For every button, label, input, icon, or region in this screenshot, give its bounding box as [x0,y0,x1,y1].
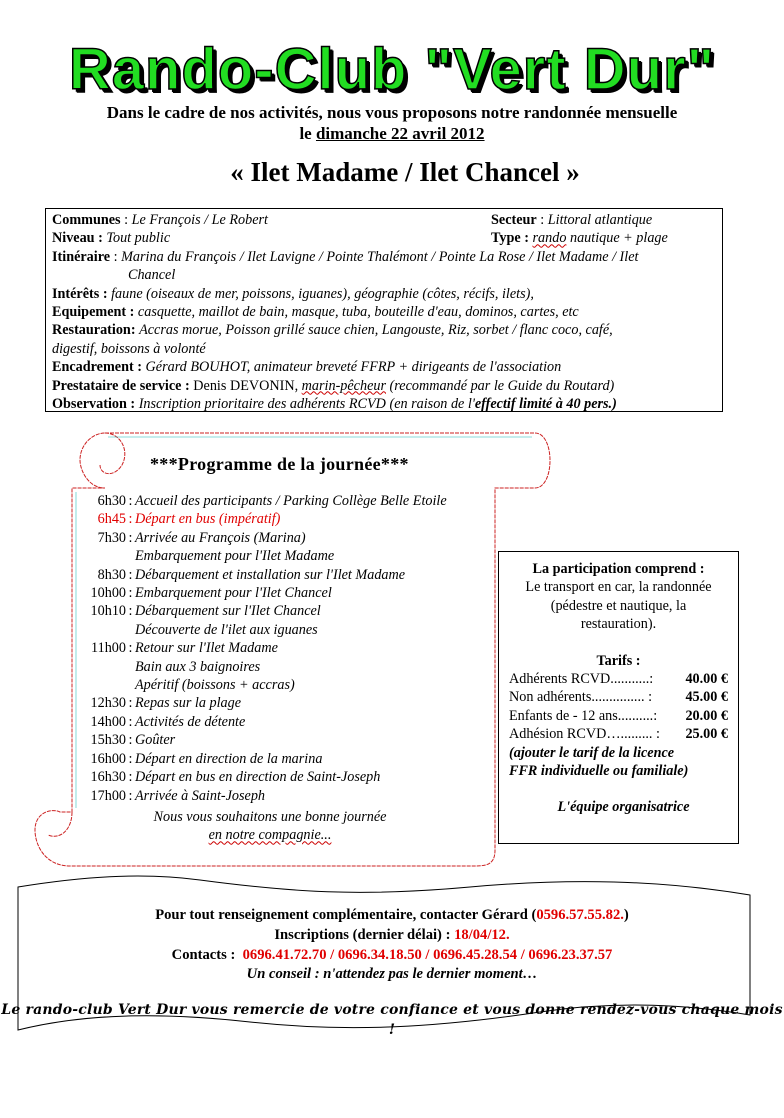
schedule-row [78,731,498,749]
schedule-activity: Repas sur la plage [135,695,242,712]
schedule-time: 10h00 [90,585,126,602]
schedule-activity: Départ en direction de la marina [135,750,323,767]
schedule-activity: Arrivée à Saint-Joseph [135,787,266,804]
tarif-row [499,670,738,688]
schedule-time: 7h30 [97,529,126,546]
intro-text [0,102,784,144]
tarif-price: 45.00 € [685,689,728,706]
participation-title: La participation comprend : [532,561,705,577]
tarif-name: Adhérents RCVD [509,671,611,688]
tarif-note: (ajouter le tarif de la licence FFR individuelle ou familiale) [509,744,689,780]
schedule-activity: Activités de détente [135,713,246,730]
signature: L'équipe organisatrice [557,799,690,816]
info-row-equipement: Equipement : casquette, maillot de bain, masque, tuba, bouteille d'eau, dominos, cartes, etc [52,304,579,321]
schedule-separator [126,547,135,565]
tarif-row [499,707,738,725]
tarif-name: Non adhérents [509,689,592,706]
tarif-rows [499,670,738,744]
schedule-activity: Débarquement et installation sur l'Ilet Madame [135,566,406,583]
program-title: ***Programme de la journée*** [150,454,409,474]
schedule-time [78,547,126,565]
schedule-activity: Retour sur l'Ilet Madame [135,640,278,657]
schedule-row [78,602,498,620]
schedule-separator [126,658,135,676]
info-row-prestataire: Prestataire de service : Denis DEVONIN, marin-pêcheur (recommandé par le Guide du Routard) [52,377,615,394]
schedule-row [78,566,498,584]
banner-title: Rando-Club "Vert Dur" [68,37,716,102]
tarif-price: 20.00 € [685,707,728,724]
schedule-activity: Embarquement pour l'Ilet Madame [135,548,335,565]
schedule-row [78,676,498,694]
program-closing: Nous vous souhaitons une bonne journée en notre compagnie... [153,809,387,844]
footer-line-1: Pour tout renseignement complémentaire, contacter Gérard (0596.57.55.82.) [155,907,629,923]
schedule-row [78,750,498,768]
intro-line-2: le dimanche 22 avril 2012 [299,124,485,143]
schedule-activity: Embarquement pour l'Ilet Chancel [135,585,332,602]
schedule-separator: : [128,585,133,602]
info-row-itineraire: Itinéraire : Marina du François / Ilet Lavigne / Pointe Thalémont / Pointe La Rose / Ilet Madame / Ilet [52,248,639,265]
schedule-row [78,492,498,510]
schedule-separator [126,676,135,694]
schedule-time: 15h30 [90,732,126,749]
intro-line-1: Dans le cadre de nos activités, nous vous proposons notre randonnée mensuelle [106,103,678,122]
info-type: Type : rando nautique + plage [491,230,668,247]
schedule-separator: : [128,769,133,786]
schedule-activity: Goûter [135,732,176,749]
tarif-price: 40.00 € [685,671,728,688]
hike-title: « Ilet Madame / Ilet Chancel » [230,157,580,187]
schedule-separator [126,621,135,639]
schedule-row [78,510,498,528]
schedule-activity: Débarquement sur l'Ilet Chancel [135,603,321,620]
schedule-separator: : [128,566,133,583]
info-row-restauration: Restauration: Accras morue, Poisson grillé sauce chien, Langouste, Riz, sorbet / flanc coco, café, [52,322,613,339]
tarif-price: 25.00 € [685,726,728,743]
footer-thanks: Le rando-club Vert Dur vous remercie de votre confiance et vous donne rendez-vous chaque mois ! [1,1002,783,1038]
schedule-row [78,529,498,547]
program-schedule [78,492,498,805]
schedule-activity: Bain aux 3 baignoires [135,658,261,675]
tarif-name: Adhésion RCVD [509,726,607,743]
tarif-dots: ...........: [610,671,654,688]
info-secteur: Secteur : Littoral atlantique [491,212,653,228]
tarif-row [499,725,738,743]
schedule-time: 17h00 [90,787,126,804]
schedule-time: 16h00 [90,750,126,767]
schedule-time: 14h00 [90,713,126,730]
schedule-row [78,694,498,712]
schedule-activity: Arrivée au François (Marina) [135,529,306,546]
info-row-niveau: Niveau : Tout public Type : rando nautique + plage [52,230,668,247]
schedule-row [78,621,498,639]
tarif-dots: ..........: [617,707,658,724]
footer-line-3: Contacts : 0696.41.72.70 / 0696.34.18.50 / 0696.45.28.54 / 0696.23.37.57 [171,946,613,963]
info-row-encadrement: Encadrement : Gérard BOUHOT, animateur breveté FFRP + dirigeants de l'association [52,359,562,376]
tarif-name: Enfants de - 12 ans [509,707,618,724]
schedule-row [78,639,498,657]
schedule-activity: Départ en bus en direction de Saint-Joseph [135,769,381,786]
schedule-time [78,658,126,676]
schedule-row [78,787,498,805]
schedule-activity: Apéritif (boissons + accras) [135,677,295,694]
hike-date: dimanche 22 avril 2012 [315,124,485,143]
info-row-interets: Intérêts : faune (oiseaux de mer, poissons, iguanes), géographie (côtes, récifs, ilets), [52,285,534,302]
schedule-separator: : [128,713,133,730]
schedule-time: 11h00 [91,640,126,657]
schedule-time: 6h45 [97,511,126,528]
info-row-itineraire-2: Chancel [128,267,176,284]
info-box [45,208,723,412]
schedule-time: 10h10 [90,603,126,620]
schedule-separator: : [128,511,133,528]
schedule-separator: : [128,603,133,620]
tarifs-title: Tarifs : [596,652,641,669]
schedule-time: 12h30 [90,695,126,712]
info-row-restauration-2: digestif, boissons à volonté [52,340,206,357]
schedule-separator: : [128,493,133,509]
schedule-activity: Accueil des participants / Parking Collège Belle Etoile [135,493,447,509]
footer-info [0,906,784,985]
schedule-activity: Départ en bus (impératif) [135,511,281,528]
schedule-row [78,713,498,731]
schedule-separator: : [128,787,133,804]
tarif-dots: ............... : [591,689,653,706]
schedule-separator: : [128,640,133,657]
schedule-row [78,547,498,565]
info-row-communes: Communes : Le François / Le Robert Secteur : Littoral atlantique [52,212,653,228]
footer-line-4: Un conseil : n'attendez pas le dernier moment… [246,966,538,983]
info-row-observation: Observation : Inscription prioritaire des adhérents RCVD (en raison de l'effectif limité à 40 pers.) [52,396,617,413]
tarif-row [499,688,738,706]
schedule-time [78,676,126,694]
tarif-dots: …......... : [606,726,660,743]
schedule-row [78,658,498,676]
schedule-time: 6h30 [97,493,126,509]
footer-line-2: Inscriptions (dernier délai) : 18/04/12. [274,926,510,943]
schedule-row [78,584,498,602]
schedule-separator: : [128,732,133,749]
schedule-time: 16h30 [90,769,126,786]
tarif-box: La participation comprend : Le transport en car, la randonnée (pédestre et nautique, la restauration). Tarifs : Adhérents RCVD ...........: 40.00 € Non adhérents ............... : 45.00 € Enfants de - 12 ans ..........: 20.00 € Adhésion RCVD …......... : 25.00 € (ajouter le tarif de la licence FFR individuelle ou familiale) L'équipe organisatrice [498,551,739,844]
schedule-activity: Découverte de l'ilet aux iguanes [135,621,318,638]
schedule-time: 8h30 [97,566,126,583]
schedule-separator: : [128,695,133,712]
schedule-row [78,768,498,786]
schedule-separator: : [128,750,133,767]
schedule-time [78,621,126,639]
schedule-separator: : [128,529,133,546]
